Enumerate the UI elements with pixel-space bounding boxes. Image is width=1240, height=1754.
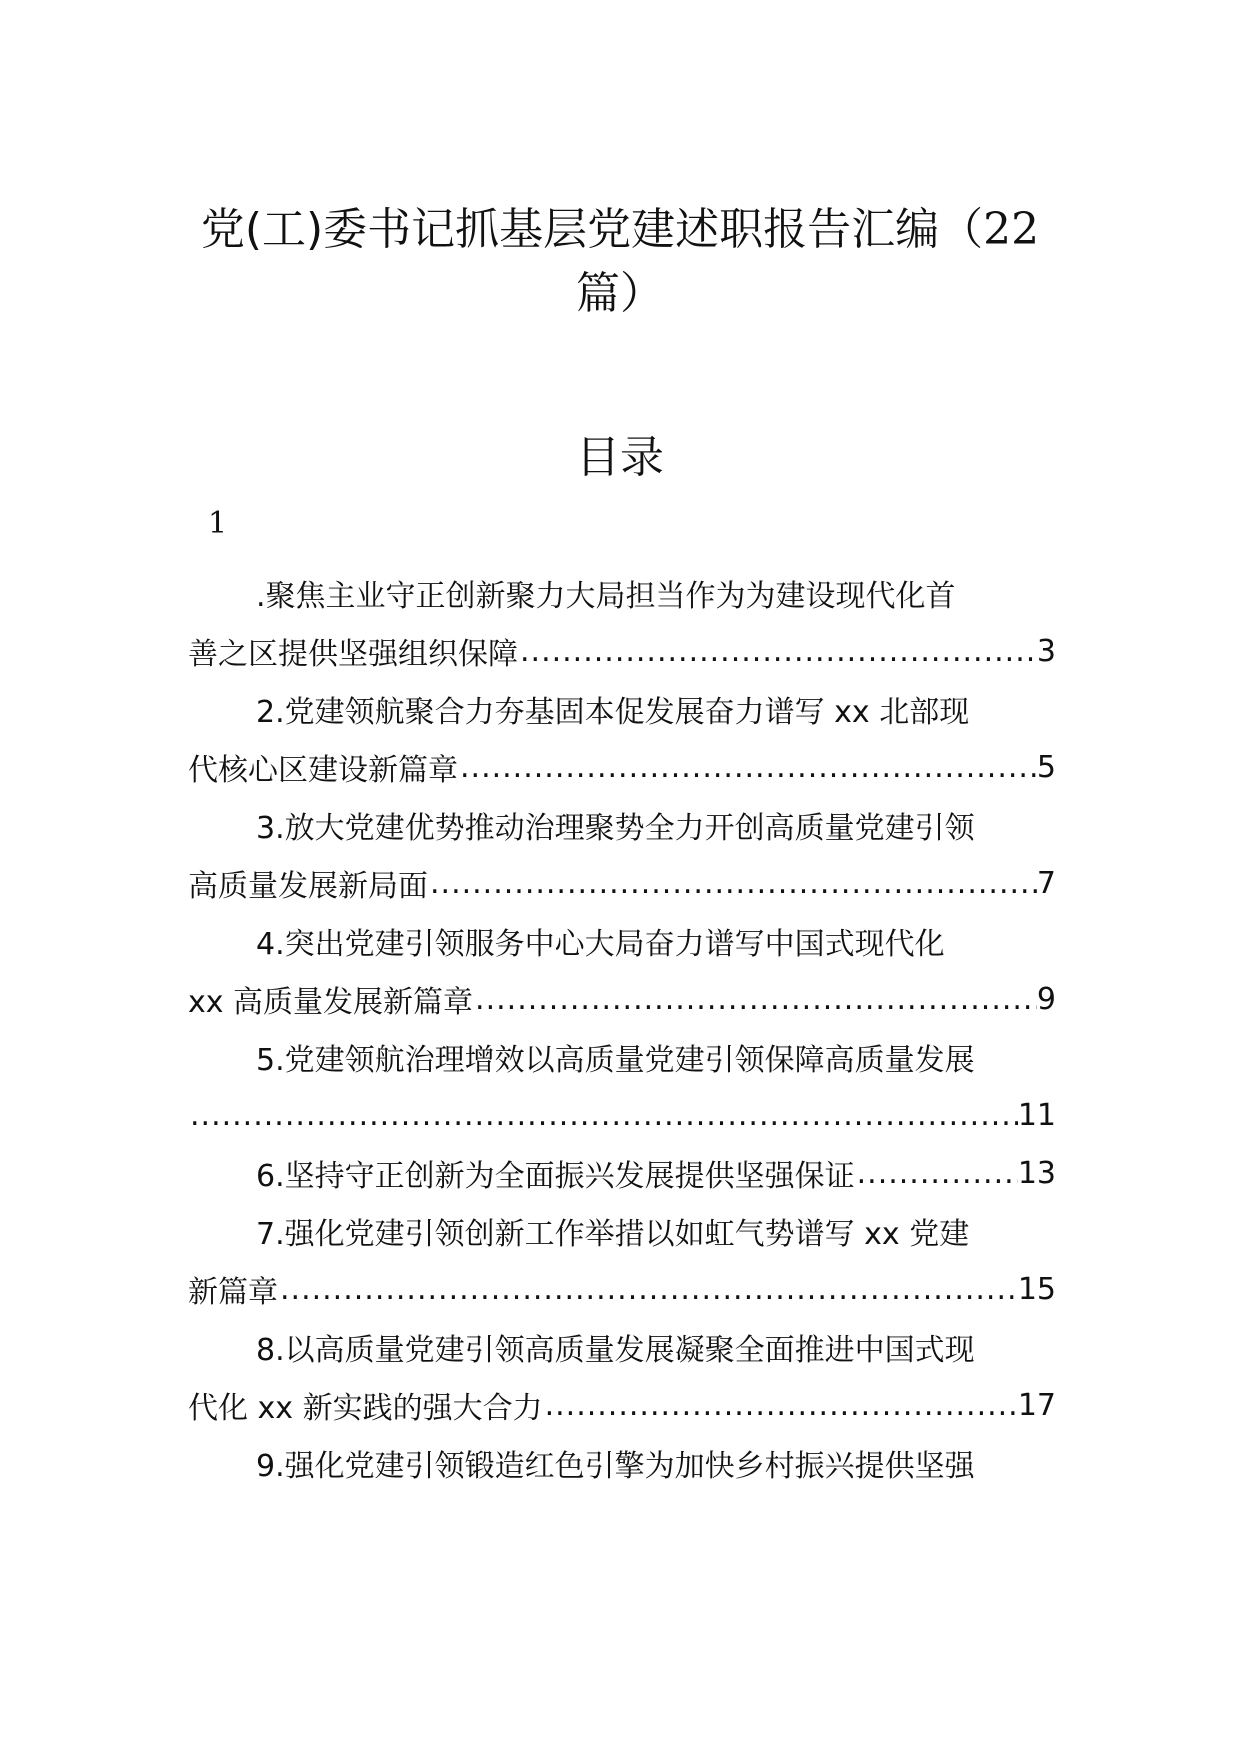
- toc-entry-5-line-2[interactable]: [188, 1083, 1056, 1147]
- toc-entry-6-line-1[interactable]: 6.坚持守正创新为全面振兴发展提供坚强保证 ..... 13: [188, 1141, 1056, 1205]
- toc-entry-9-line-1[interactable]: 9.强化党建引领锻造红色引擎为加快乡村振兴提供坚强: [256, 1449, 975, 1484]
- dot-leader: [458, 750, 1037, 785]
- toc-entry-4-line-1[interactable]: 4.突出党建引领服务中心大局奋力谱写中国式现代化: [256, 927, 945, 962]
- dot-leader: [428, 866, 1037, 901]
- toc-page-number: 15: [1017, 1271, 1056, 1307]
- toc-page-number: 7: [1036, 865, 1056, 901]
- toc-entry-2-line-2[interactable]: 代核心区建设新篇章 ..... 5: [188, 735, 1056, 799]
- dot-leader: [855, 1156, 1018, 1191]
- dot-leader: [543, 1388, 1018, 1423]
- toc-page-number: 13: [1017, 1155, 1056, 1191]
- page-marker: 1: [208, 506, 228, 541]
- toc-entry-1-line-2[interactable]: 善之区提供坚强组织保障 ..... 3: [188, 619, 1056, 683]
- toc-page-number: 17: [1017, 1387, 1056, 1423]
- toc-entry-8-line-2[interactable]: 代化 xx 新实践的强大合力 ..... 17: [188, 1373, 1056, 1437]
- toc-page-number: 3: [1036, 633, 1056, 669]
- toc-entry-5-line-1[interactable]: 5.党建领航治理增效以高质量党建引领保障高质量发展: [256, 1043, 975, 1078]
- document-title: [160, 198, 1080, 326]
- dot-leader: [473, 982, 1037, 1017]
- toc-entry-1-line-1[interactable]: .聚焦主业守正创新聚力大局担当作为为建设现代化首: [256, 579, 956, 614]
- toc-page-number: 9: [1036, 981, 1056, 1017]
- title-count: 22: [983, 204, 1040, 255]
- toc-entry-7-line-2[interactable]: 新篇章 ..... 15: [188, 1257, 1056, 1321]
- toc-entry-8-line-1[interactable]: 8.以高质量党建引领高质量发展凝聚全面推进中国式现: [256, 1333, 975, 1368]
- toc-entry-3-line-2[interactable]: 高质量发展新局面 ..... 7: [188, 851, 1056, 915]
- title-line-2: 篇）: [576, 268, 664, 319]
- toc-entry-3-line-1[interactable]: 3.放大党建优势推动治理聚势全力开创高质量党建引领: [256, 811, 975, 846]
- toc-heading: 目录: [576, 432, 664, 483]
- toc-entry-4-line-2[interactable]: xx 高质量发展新篇章 ..... 9: [188, 967, 1056, 1031]
- toc-page-number: 11: [1017, 1097, 1056, 1133]
- title-line-1: 党(工)委书记抓基层党建述职报告汇编（22: [200, 204, 1040, 255]
- toc-entry-7-line-1[interactable]: 7.强化党建引领创新工作举措以如虹气势谱写 xx 党建: [256, 1217, 970, 1252]
- dot-leader: [188, 1098, 1018, 1133]
- dot-leader: [278, 1272, 1018, 1307]
- toc-page-number: 5: [1036, 749, 1056, 785]
- dot-leader: [518, 634, 1037, 669]
- toc-entry-2-line-1[interactable]: 2.党建领航聚合力夯基固本促发展奋力谱写 xx 北部现: [256, 695, 970, 730]
